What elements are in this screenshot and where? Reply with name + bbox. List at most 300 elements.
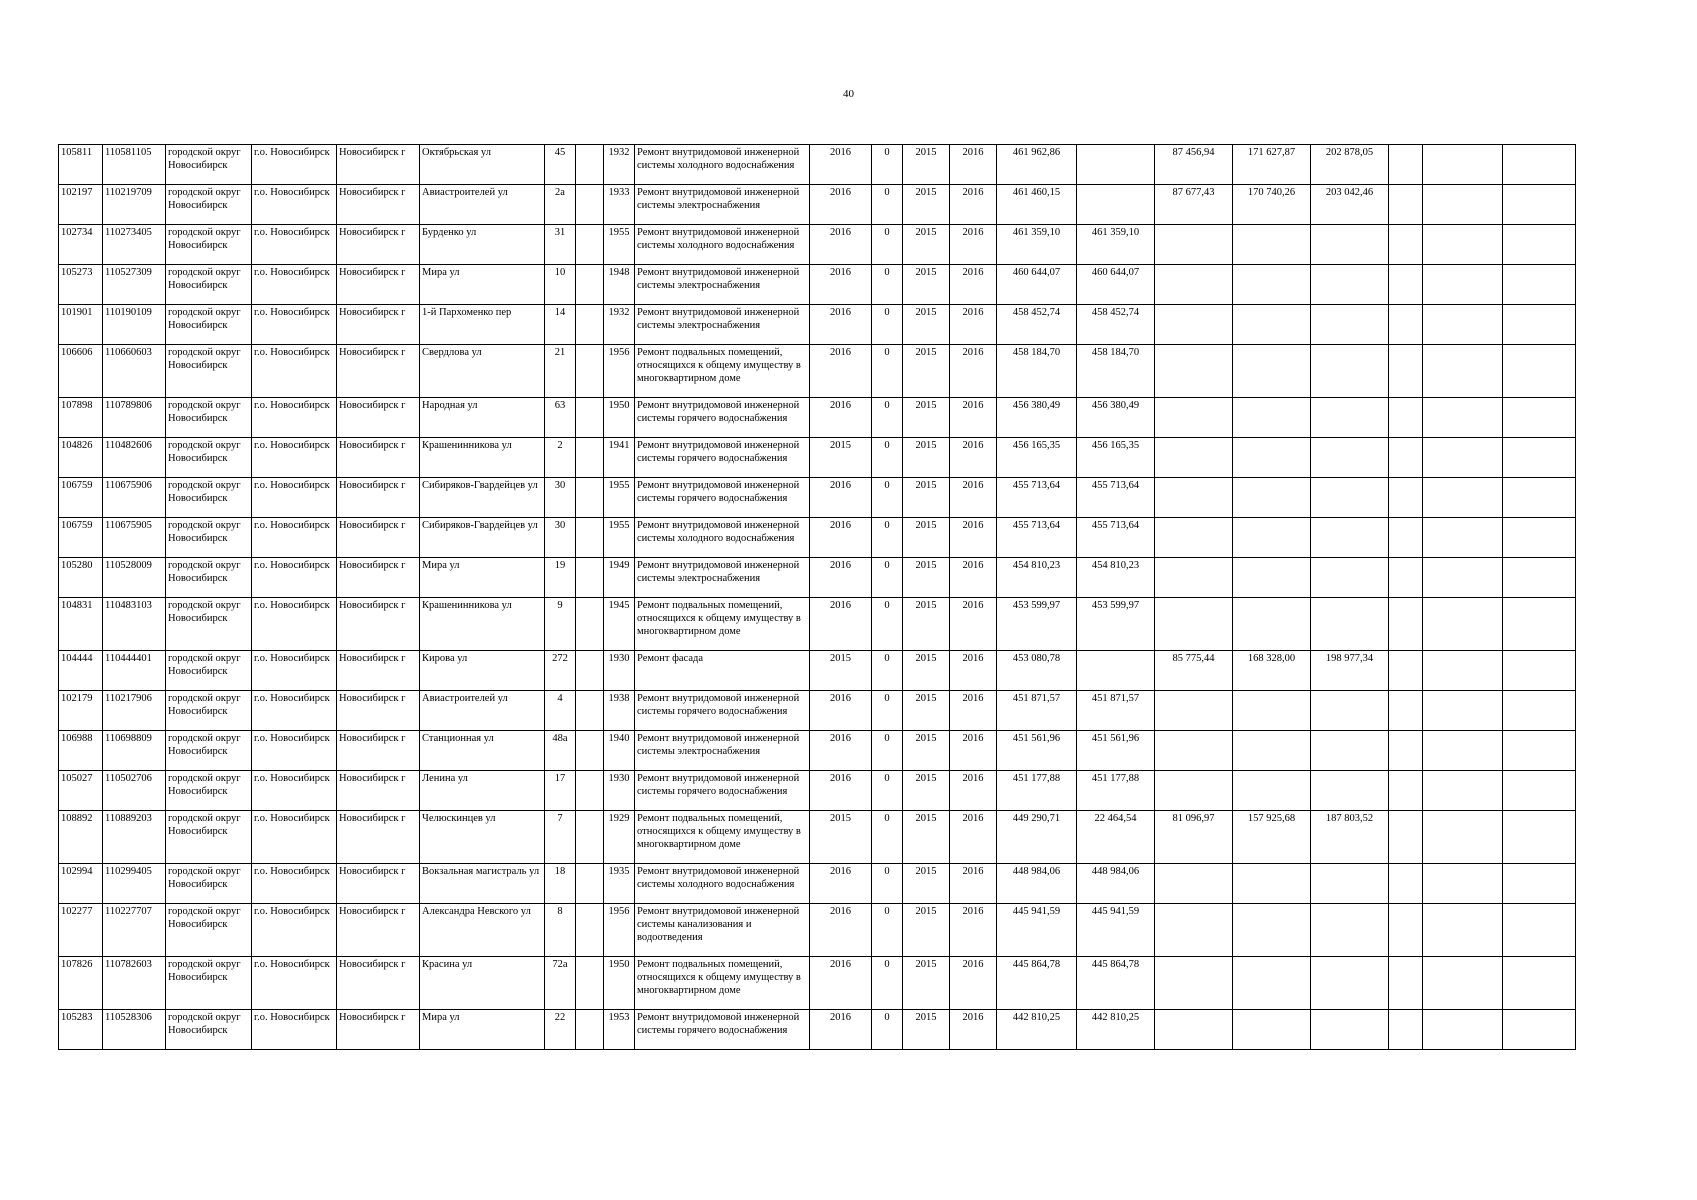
table-row xyxy=(59,598,1576,651)
cell-end-year: 2016 xyxy=(950,398,997,438)
cell-amount-5 xyxy=(1423,771,1503,811)
cell-amount-2 xyxy=(1233,398,1311,438)
cell-build-year: 1941 xyxy=(604,438,635,478)
cell-house-letter xyxy=(576,904,604,957)
cell-end-year: 2016 xyxy=(950,957,997,1010)
cell-record-id: 101901 xyxy=(59,305,103,345)
cell-amount-2 xyxy=(1233,478,1311,518)
cell-municipality-short: г.о. Новосибирск xyxy=(252,771,337,811)
table-row xyxy=(59,438,1576,478)
cell-street: Мира ул xyxy=(420,1010,545,1050)
cell-municipality: городской округ Новосибирск xyxy=(166,398,252,438)
cell-amount-6 xyxy=(1503,731,1576,771)
cell-work-type: Ремонт внутридомовой инженерной системы электроснабжения xyxy=(635,305,810,345)
cell-work-type: Ремонт фасада xyxy=(635,651,810,691)
cell-amount-3: 187 803,52 xyxy=(1311,811,1389,864)
cell-start-year: 2015 xyxy=(903,478,950,518)
cell-house-number: 45 xyxy=(545,145,576,185)
cell-amount-1 xyxy=(1155,305,1233,345)
cell-street: Красина ул xyxy=(420,957,545,1010)
cell-start-year: 2015 xyxy=(903,225,950,265)
cell-end-year: 2016 xyxy=(950,691,997,731)
cell-flag: 0 xyxy=(872,345,903,398)
cell-amount-6 xyxy=(1503,225,1576,265)
cell-amount-6 xyxy=(1503,957,1576,1010)
cell-flag: 0 xyxy=(872,691,903,731)
cell-municipality-short: г.о. Новосибирск xyxy=(252,598,337,651)
cell-record-id: 104444 xyxy=(59,651,103,691)
cell-amount-5 xyxy=(1423,731,1503,771)
cell-house-letter xyxy=(576,265,604,305)
cell-record-id: 102734 xyxy=(59,225,103,265)
cell-city: Новосибирск г xyxy=(337,691,420,731)
cell-record-id: 102197 xyxy=(59,185,103,225)
cell-record-id: 104826 xyxy=(59,438,103,478)
cell-municipality-short: г.о. Новосибирск xyxy=(252,185,337,225)
cell-end-year: 2016 xyxy=(950,305,997,345)
cell-work-type: Ремонт подвальных помещений, относящихся к общему имуществу в многоквартирном доме xyxy=(635,345,810,398)
cell-amount-3 xyxy=(1311,305,1389,345)
cell-plan-year: 2016 xyxy=(810,731,872,771)
cell-work-type: Ремонт внутридомовой инженерной системы горячего водоснабжения xyxy=(635,771,810,811)
cell-amount-2 xyxy=(1233,864,1311,904)
cell-amount-4 xyxy=(1389,518,1423,558)
cell-start-year: 2015 xyxy=(903,185,950,225)
cell-record-id: 105280 xyxy=(59,558,103,598)
cell-plan-year: 2016 xyxy=(810,225,872,265)
table-row xyxy=(59,1010,1576,1050)
cell-flag: 0 xyxy=(872,478,903,518)
cell-municipality: городской округ Новосибирск xyxy=(166,904,252,957)
cell-end-year: 2016 xyxy=(950,1010,997,1050)
cell-fund-amount: 458 452,74 xyxy=(1077,305,1155,345)
cell-record-id: 102277 xyxy=(59,904,103,957)
cell-amount-4 xyxy=(1389,305,1423,345)
cell-fund-amount: 454 810,23 xyxy=(1077,558,1155,598)
cell-fund-amount: 460 644,07 xyxy=(1077,265,1155,305)
cell-total-cost: 455 713,64 xyxy=(997,478,1077,518)
cell-amount-2 xyxy=(1233,518,1311,558)
cell-build-year: 1945 xyxy=(604,598,635,651)
cell-municipality: городской округ Новосибирск xyxy=(166,731,252,771)
cell-amount-4 xyxy=(1389,438,1423,478)
cell-street: Александра Невского ул xyxy=(420,904,545,957)
cell-build-year: 1940 xyxy=(604,731,635,771)
cell-amount-3 xyxy=(1311,478,1389,518)
cell-amount-1: 81 096,97 xyxy=(1155,811,1233,864)
cell-object-code: 110889203 xyxy=(103,811,166,864)
cell-object-code: 110789806 xyxy=(103,398,166,438)
cell-plan-year: 2015 xyxy=(810,651,872,691)
cell-plan-year: 2016 xyxy=(810,904,872,957)
cell-amount-3 xyxy=(1311,518,1389,558)
table-row xyxy=(59,731,1576,771)
cell-municipality: городской округ Новосибирск xyxy=(166,558,252,598)
cell-amount-1 xyxy=(1155,771,1233,811)
cell-house-number: 22 xyxy=(545,1010,576,1050)
cell-plan-year: 2015 xyxy=(810,438,872,478)
cell-street: Крашенинникова ул xyxy=(420,438,545,478)
cell-start-year: 2015 xyxy=(903,305,950,345)
cell-municipality: городской округ Новосибирск xyxy=(166,864,252,904)
cell-record-id: 107898 xyxy=(59,398,103,438)
cell-record-id: 107826 xyxy=(59,957,103,1010)
cell-total-cost: 453 080,78 xyxy=(997,651,1077,691)
cell-amount-3 xyxy=(1311,345,1389,398)
cell-house-letter xyxy=(576,1010,604,1050)
cell-fund-amount: 442 810,25 xyxy=(1077,1010,1155,1050)
cell-plan-year: 2016 xyxy=(810,558,872,598)
cell-end-year: 2016 xyxy=(950,651,997,691)
cell-municipality-short: г.о. Новосибирск xyxy=(252,691,337,731)
cell-municipality-short: г.о. Новосибирск xyxy=(252,651,337,691)
cell-start-year: 2015 xyxy=(903,558,950,598)
cell-object-code: 110227707 xyxy=(103,904,166,957)
cell-build-year: 1933 xyxy=(604,185,635,225)
cell-object-code: 110483103 xyxy=(103,598,166,651)
cell-amount-6 xyxy=(1503,518,1576,558)
cell-amount-5 xyxy=(1423,225,1503,265)
cell-fund-amount: 448 984,06 xyxy=(1077,864,1155,904)
cell-build-year: 1935 xyxy=(604,864,635,904)
cell-amount-1 xyxy=(1155,225,1233,265)
cell-amount-3 xyxy=(1311,904,1389,957)
cell-amount-1 xyxy=(1155,398,1233,438)
cell-start-year: 2015 xyxy=(903,398,950,438)
cell-record-id: 104831 xyxy=(59,598,103,651)
cell-amount-4 xyxy=(1389,651,1423,691)
cell-work-type: Ремонт внутридомовой инженерной системы горячего водоснабжения xyxy=(635,1010,810,1050)
cell-total-cost: 451 177,88 xyxy=(997,771,1077,811)
cell-total-cost: 458 184,70 xyxy=(997,345,1077,398)
cell-flag: 0 xyxy=(872,957,903,1010)
cell-fund-amount xyxy=(1077,185,1155,225)
cell-plan-year: 2016 xyxy=(810,957,872,1010)
cell-amount-1 xyxy=(1155,478,1233,518)
table-row xyxy=(59,558,1576,598)
cell-build-year: 1930 xyxy=(604,771,635,811)
cell-house-number: 63 xyxy=(545,398,576,438)
cell-city: Новосибирск г xyxy=(337,558,420,598)
cell-amount-3 xyxy=(1311,225,1389,265)
cell-end-year: 2016 xyxy=(950,478,997,518)
cell-total-cost: 445 941,59 xyxy=(997,904,1077,957)
table-row xyxy=(59,225,1576,265)
cell-total-cost: 455 713,64 xyxy=(997,518,1077,558)
cell-amount-2 xyxy=(1233,438,1311,478)
cell-municipality: городской округ Новосибирск xyxy=(166,957,252,1010)
cell-house-letter xyxy=(576,598,604,651)
cell-amount-2: 170 740,26 xyxy=(1233,185,1311,225)
cell-amount-5 xyxy=(1423,145,1503,185)
cell-total-cost: 461 460,15 xyxy=(997,185,1077,225)
cell-city: Новосибирск г xyxy=(337,771,420,811)
cell-flag: 0 xyxy=(872,651,903,691)
cell-amount-1: 87 677,43 xyxy=(1155,185,1233,225)
cell-amount-4 xyxy=(1389,398,1423,438)
cell-amount-5 xyxy=(1423,478,1503,518)
cell-municipality: городской округ Новосибирск xyxy=(166,518,252,558)
cell-total-cost: 454 810,23 xyxy=(997,558,1077,598)
cell-amount-3: 203 042,46 xyxy=(1311,185,1389,225)
table-row xyxy=(59,904,1576,957)
cell-work-type: Ремонт внутридомовой инженерной системы электроснабжения xyxy=(635,558,810,598)
cell-amount-4 xyxy=(1389,478,1423,518)
cell-record-id: 106606 xyxy=(59,345,103,398)
cell-end-year: 2016 xyxy=(950,598,997,651)
table-row xyxy=(59,265,1576,305)
cell-amount-3: 198 977,34 xyxy=(1311,651,1389,691)
cell-municipality: городской округ Новосибирск xyxy=(166,185,252,225)
cell-total-cost: 460 644,07 xyxy=(997,265,1077,305)
cell-amount-2 xyxy=(1233,265,1311,305)
cell-work-type: Ремонт внутридомовой инженерной системы холодного водоснабжения xyxy=(635,518,810,558)
cell-house-number: 30 xyxy=(545,518,576,558)
cell-house-number: 30 xyxy=(545,478,576,518)
cell-municipality-short: г.о. Новосибирск xyxy=(252,558,337,598)
cell-amount-6 xyxy=(1503,771,1576,811)
cell-street: Свердлова ул xyxy=(420,345,545,398)
cell-start-year: 2015 xyxy=(903,518,950,558)
cell-amount-3 xyxy=(1311,691,1389,731)
cell-city: Новосибирск г xyxy=(337,1010,420,1050)
cell-amount-4 xyxy=(1389,904,1423,957)
cell-plan-year: 2016 xyxy=(810,145,872,185)
table-row xyxy=(59,185,1576,225)
cell-amount-3 xyxy=(1311,265,1389,305)
cell-amount-6 xyxy=(1503,398,1576,438)
cell-work-type: Ремонт внутридомовой инженерной системы канализования и водоотведения xyxy=(635,904,810,957)
cell-end-year: 2016 xyxy=(950,438,997,478)
cell-build-year: 1932 xyxy=(604,305,635,345)
cell-amount-4 xyxy=(1389,598,1423,651)
cell-flag: 0 xyxy=(872,771,903,811)
table-row xyxy=(59,691,1576,731)
cell-amount-1 xyxy=(1155,957,1233,1010)
cell-amount-4 xyxy=(1389,691,1423,731)
cell-fund-amount xyxy=(1077,651,1155,691)
cell-flag: 0 xyxy=(872,598,903,651)
cell-municipality: городской округ Новосибирск xyxy=(166,651,252,691)
cell-street: Авиастроителей ул xyxy=(420,691,545,731)
cell-amount-6 xyxy=(1503,345,1576,398)
cell-total-cost: 461 359,10 xyxy=(997,225,1077,265)
cell-build-year: 1929 xyxy=(604,811,635,864)
cell-amount-6 xyxy=(1503,478,1576,518)
cell-flag: 0 xyxy=(872,518,903,558)
cell-amount-3 xyxy=(1311,1010,1389,1050)
cell-amount-3 xyxy=(1311,598,1389,651)
cell-build-year: 1955 xyxy=(604,478,635,518)
cell-work-type: Ремонт внутридомовой инженерной системы холодного водоснабжения xyxy=(635,864,810,904)
cell-municipality-short: г.о. Новосибирск xyxy=(252,904,337,957)
cell-total-cost: 456 380,49 xyxy=(997,398,1077,438)
cell-fund-amount: 451 561,96 xyxy=(1077,731,1155,771)
cell-total-cost: 456 165,35 xyxy=(997,438,1077,478)
cell-municipality-short: г.о. Новосибирск xyxy=(252,518,337,558)
cell-end-year: 2016 xyxy=(950,518,997,558)
table-row xyxy=(59,478,1576,518)
cell-object-code: 110502706 xyxy=(103,771,166,811)
cell-end-year: 2016 xyxy=(950,864,997,904)
cell-municipality: городской округ Новосибирск xyxy=(166,305,252,345)
cell-work-type: Ремонт внутридомовой инженерной системы электроснабжения xyxy=(635,185,810,225)
cell-record-id: 106988 xyxy=(59,731,103,771)
cell-amount-2: 171 627,87 xyxy=(1233,145,1311,185)
cell-work-type: Ремонт подвальных помещений, относящихся к общему имуществу в многоквартирном доме xyxy=(635,957,810,1010)
cell-amount-2 xyxy=(1233,598,1311,651)
cell-amount-5 xyxy=(1423,265,1503,305)
cell-record-id: 105027 xyxy=(59,771,103,811)
cell-object-code: 110675906 xyxy=(103,478,166,518)
cell-end-year: 2016 xyxy=(950,265,997,305)
cell-amount-5 xyxy=(1423,345,1503,398)
table-row xyxy=(59,145,1576,185)
cell-build-year: 1953 xyxy=(604,1010,635,1050)
cell-start-year: 2015 xyxy=(903,957,950,1010)
cell-amount-4 xyxy=(1389,957,1423,1010)
cell-amount-4 xyxy=(1389,864,1423,904)
cell-plan-year: 2016 xyxy=(810,398,872,438)
cell-record-id: 102179 xyxy=(59,691,103,731)
cell-amount-3 xyxy=(1311,438,1389,478)
cell-municipality: городской округ Новосибирск xyxy=(166,145,252,185)
cell-build-year: 1932 xyxy=(604,145,635,185)
cell-record-id: 106759 xyxy=(59,518,103,558)
cell-object-code: 110528009 xyxy=(103,558,166,598)
cell-municipality-short: г.о. Новосибирск xyxy=(252,731,337,771)
cell-city: Новосибирск г xyxy=(337,731,420,771)
cell-object-code: 110444401 xyxy=(103,651,166,691)
cell-record-id: 106759 xyxy=(59,478,103,518)
cell-city: Новосибирск г xyxy=(337,305,420,345)
cell-build-year: 1949 xyxy=(604,558,635,598)
cell-plan-year: 2015 xyxy=(810,811,872,864)
cell-house-number: 2 xyxy=(545,438,576,478)
cell-amount-5 xyxy=(1423,864,1503,904)
cell-flag: 0 xyxy=(872,185,903,225)
cell-record-id: 102994 xyxy=(59,864,103,904)
cell-house-letter xyxy=(576,651,604,691)
cell-amount-3 xyxy=(1311,398,1389,438)
cell-street: Вокзальная магистраль ул xyxy=(420,864,545,904)
cell-house-letter xyxy=(576,731,604,771)
cell-amount-6 xyxy=(1503,558,1576,598)
cell-amount-1 xyxy=(1155,864,1233,904)
cell-record-id: 105273 xyxy=(59,265,103,305)
cell-plan-year: 2016 xyxy=(810,1010,872,1050)
cell-flag: 0 xyxy=(872,904,903,957)
cell-total-cost: 451 871,57 xyxy=(997,691,1077,731)
cell-house-letter xyxy=(576,957,604,1010)
cell-total-cost: 445 864,78 xyxy=(997,957,1077,1010)
cell-municipality-short: г.о. Новосибирск xyxy=(252,811,337,864)
cell-house-number: 8 xyxy=(545,904,576,957)
cell-total-cost: 461 962,86 xyxy=(997,145,1077,185)
cell-work-type: Ремонт внутридомовой инженерной системы электроснабжения xyxy=(635,731,810,771)
cell-fund-amount: 455 713,64 xyxy=(1077,478,1155,518)
cell-end-year: 2016 xyxy=(950,145,997,185)
cell-amount-2 xyxy=(1233,558,1311,598)
cell-fund-amount: 458 184,70 xyxy=(1077,345,1155,398)
cell-work-type: Ремонт внутридомовой инженерной системы горячего водоснабжения xyxy=(635,398,810,438)
cell-municipality: городской округ Новосибирск xyxy=(166,598,252,651)
cell-amount-6 xyxy=(1503,651,1576,691)
cell-house-number: 4 xyxy=(545,691,576,731)
cell-amount-4 xyxy=(1389,731,1423,771)
cell-end-year: 2016 xyxy=(950,771,997,811)
cell-street: Авиастроителей ул xyxy=(420,185,545,225)
cell-amount-6 xyxy=(1503,265,1576,305)
cell-house-letter xyxy=(576,558,604,598)
cell-amount-2 xyxy=(1233,957,1311,1010)
cell-amount-6 xyxy=(1503,864,1576,904)
cell-amount-6 xyxy=(1503,438,1576,478)
cell-amount-4 xyxy=(1389,558,1423,598)
cell-amount-4 xyxy=(1389,771,1423,811)
cell-fund-amount: 22 464,54 xyxy=(1077,811,1155,864)
cell-object-code: 110482606 xyxy=(103,438,166,478)
cell-work-type: Ремонт внутридомовой инженерной системы холодного водоснабжения xyxy=(635,145,810,185)
cell-object-code: 110528306 xyxy=(103,1010,166,1050)
cell-amount-5 xyxy=(1423,957,1503,1010)
cell-house-number: 10 xyxy=(545,265,576,305)
cell-municipality: городской округ Новосибирск xyxy=(166,771,252,811)
cell-build-year: 1938 xyxy=(604,691,635,731)
cell-house-letter xyxy=(576,305,604,345)
cell-amount-6 xyxy=(1503,811,1576,864)
cell-house-letter xyxy=(576,225,604,265)
cell-object-code: 110698809 xyxy=(103,731,166,771)
cell-fund-amount: 445 864,78 xyxy=(1077,957,1155,1010)
cell-total-cost: 451 561,96 xyxy=(997,731,1077,771)
cell-city: Новосибирск г xyxy=(337,478,420,518)
cell-work-type: Ремонт внутридомовой инженерной системы горячего водоснабжения xyxy=(635,478,810,518)
cell-end-year: 2016 xyxy=(950,345,997,398)
cell-amount-6 xyxy=(1503,904,1576,957)
cell-object-code: 110527309 xyxy=(103,265,166,305)
cell-object-code: 110675905 xyxy=(103,518,166,558)
cell-object-code: 110581105 xyxy=(103,145,166,185)
cell-fund-amount: 456 165,35 xyxy=(1077,438,1155,478)
cell-municipality-short: г.о. Новосибирск xyxy=(252,864,337,904)
cell-amount-2 xyxy=(1233,904,1311,957)
cell-amount-4 xyxy=(1389,265,1423,305)
cell-amount-1 xyxy=(1155,1010,1233,1050)
cell-amount-3 xyxy=(1311,731,1389,771)
cell-total-cost: 449 290,71 xyxy=(997,811,1077,864)
cell-amount-1 xyxy=(1155,558,1233,598)
cell-start-year: 2015 xyxy=(903,598,950,651)
cell-amount-5 xyxy=(1423,598,1503,651)
cell-street: Крашенинникова ул xyxy=(420,598,545,651)
cell-city: Новосибирск г xyxy=(337,345,420,398)
cell-amount-4 xyxy=(1389,225,1423,265)
cell-amount-4 xyxy=(1389,345,1423,398)
cell-flag: 0 xyxy=(872,731,903,771)
cell-start-year: 2015 xyxy=(903,811,950,864)
cell-amount-3 xyxy=(1311,558,1389,598)
cell-street: Бурденко ул xyxy=(420,225,545,265)
cell-start-year: 2015 xyxy=(903,904,950,957)
cell-municipality: городской округ Новосибирск xyxy=(166,811,252,864)
cell-fund-amount: 451 177,88 xyxy=(1077,771,1155,811)
cell-city: Новосибирск г xyxy=(337,518,420,558)
cell-end-year: 2016 xyxy=(950,731,997,771)
cell-build-year: 1956 xyxy=(604,904,635,957)
cell-amount-5 xyxy=(1423,811,1503,864)
cell-house-number: 9 xyxy=(545,598,576,651)
